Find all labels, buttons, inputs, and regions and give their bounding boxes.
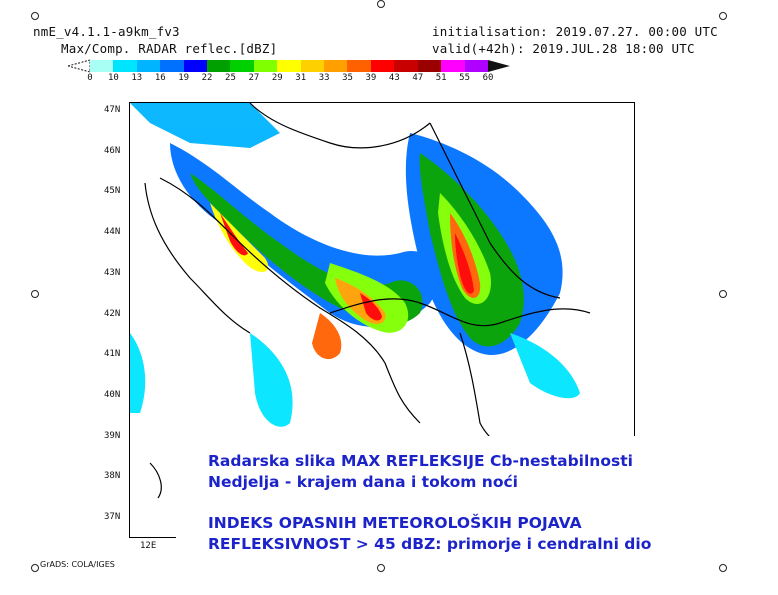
colorbar-tick-label: 33 xyxy=(318,73,330,83)
colorbar-tick-label: 0 xyxy=(87,73,93,83)
latitude-label: 46N xyxy=(104,145,121,156)
product-title: Max/Comp. RADAR reflec.[dBZ] xyxy=(61,41,278,56)
colorbar-tick-label: 51 xyxy=(435,73,447,83)
colorbar-segment xyxy=(465,60,488,72)
colorbar-tick-label: 19 xyxy=(178,73,190,83)
colorbar-tick-label: 29 xyxy=(271,73,283,83)
colorbar-tick-label: 39 xyxy=(365,73,377,83)
colorbar-segment xyxy=(441,60,464,72)
colorbar-segment xyxy=(301,60,324,72)
initialisation-time: initialisation: 2019.07.27. 00:00 UTC xyxy=(432,24,718,39)
colorbar-segment xyxy=(113,60,136,72)
colorbar-segment xyxy=(324,60,347,72)
colorbar-segment xyxy=(137,60,160,72)
latitude-label: 45N xyxy=(104,186,121,197)
colorbar-segment xyxy=(277,60,300,72)
selection-handle-right[interactable] xyxy=(719,290,727,298)
colorbar-tick-label: 47 xyxy=(412,73,424,83)
colorbar-segment xyxy=(230,60,253,72)
colorbar-segment xyxy=(160,60,183,72)
latitude-label: 41N xyxy=(104,349,121,360)
selection-handle-top-right[interactable] xyxy=(719,12,727,20)
colorbar-segment xyxy=(90,60,113,72)
annotation-line-1: Radarska slika MAX REFLEKSIJE Cb-nestabilnosti xyxy=(208,452,633,470)
colorbar-segment xyxy=(254,60,277,72)
annotation-line-4: REFLEKSIVNOST > 45 dBZ: primorje i cendralni dio xyxy=(208,535,652,553)
colorbar xyxy=(90,60,488,72)
colorbar-segment xyxy=(184,60,207,72)
annotation-line-2: Nedjelja - krajem dana i tokom noći xyxy=(208,473,518,491)
annotation-line-3: INDEKS OPASNIH METEOROLOŠKIH POJAVA xyxy=(208,514,582,532)
selection-handle-bottom-right[interactable] xyxy=(719,564,727,572)
latitude-label: 40N xyxy=(104,389,121,400)
latitude-label: 44N xyxy=(104,227,121,238)
grads-credit: GrADS: COLA/IGES xyxy=(40,560,115,569)
colorbar-segment xyxy=(347,60,370,72)
latitude-label: 38N xyxy=(104,471,121,482)
colorbar-segment xyxy=(418,60,441,72)
colorbar-segment xyxy=(394,60,417,72)
selection-handle-bottom[interactable] xyxy=(377,564,385,572)
colorbar-tick-label: 31 xyxy=(295,73,307,83)
selection-handle-left[interactable] xyxy=(31,290,39,298)
colorbar-tick-label: 10 xyxy=(107,73,119,83)
colorbar-tick-label: 22 xyxy=(201,73,213,83)
selection-handle-bottom-left[interactable] xyxy=(31,564,39,572)
colorbar-tick-label: 60 xyxy=(482,73,494,83)
colorbar-right-arrow xyxy=(488,58,510,74)
latitude-label: 47N xyxy=(104,105,121,115)
valid-time: valid(+42h): 2019.JUL.28 18:00 UTC xyxy=(432,41,695,56)
latitude-label: 43N xyxy=(104,267,121,278)
latitude-label: 37N xyxy=(104,512,121,522)
model-name: nmE_v4.1.1-a9km_fv3 xyxy=(33,24,180,39)
selection-handle-top[interactable] xyxy=(377,0,385,8)
colorbar-tick-label: 13 xyxy=(131,73,143,83)
selection-handle-top-left[interactable] xyxy=(31,12,39,20)
latitude-label: 42N xyxy=(104,308,121,319)
colorbar-segment xyxy=(207,60,230,72)
colorbar-tick-label: 27 xyxy=(248,73,260,83)
longitude-label-12e: 12E xyxy=(140,541,157,551)
colorbar-segment xyxy=(371,60,394,72)
colorbar-left-arrow xyxy=(68,58,90,74)
colorbar-tick-label: 55 xyxy=(459,73,470,83)
colorbar-tick-label: 43 xyxy=(388,73,400,83)
latitude-label: 39N xyxy=(104,430,121,441)
colorbar-tick-label: 16 xyxy=(154,73,166,83)
colorbar-tick-label: 35 xyxy=(342,73,353,83)
colorbar-tick-label: 25 xyxy=(225,73,236,83)
